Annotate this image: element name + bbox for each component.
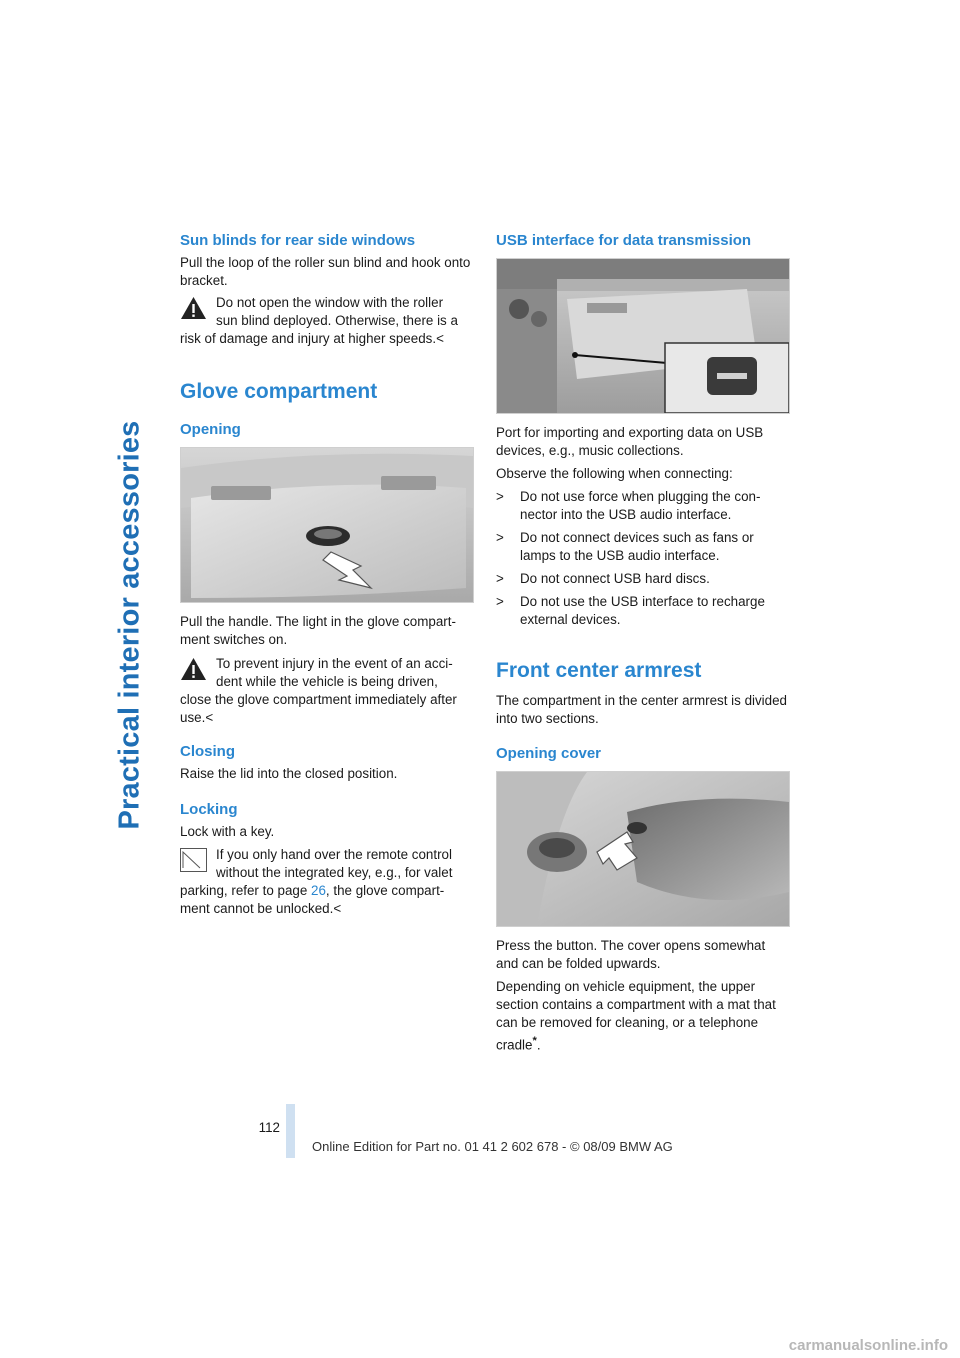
- usb-interface-illustration: [497, 259, 789, 413]
- sunblinds-heading: Sun blinds for rear side windows: [180, 232, 416, 249]
- locking-text: Lock with a key.: [180, 824, 275, 839]
- warning-icon: [180, 657, 207, 681]
- list-item: > Do not use the USB interface to recharge external devices.: [496, 594, 765, 627]
- armrest-text: The compartment in the center armrest is divided into two sections.: [496, 693, 787, 726]
- watermark-text: carmanualsonline.info: [788, 1337, 948, 1354]
- armrest-illustration: [497, 772, 789, 926]
- cover-text-2: Depending on vehicle equipment, the upper section contains a compartment with a mat that can be removed for cleaning, or a telephone cradle*.: [496, 979, 776, 1053]
- opening-heading: Opening: [180, 421, 241, 438]
- usb-heading: USB interface for data transmission: [496, 232, 752, 249]
- usb-precautions-list: [496, 488, 790, 634]
- footer-edition-text: Online Edition for Part no. 01 41 2 602 678 - © 08/09 BMW AG: [312, 1139, 673, 1154]
- glove-compartment-image: [180, 447, 474, 603]
- glove-compartment-illustration: [181, 448, 473, 602]
- usb-text-2: Observe the following when connecting:: [496, 466, 733, 481]
- usb-text-1: Port for importing and exporting data on USB devices, e.g., music collections.: [496, 425, 764, 458]
- armrest-image: [496, 771, 790, 927]
- usb-interface-image: [496, 258, 790, 414]
- locking-heading: Locking: [180, 801, 238, 818]
- sunblinds-warning: Do not open the window with the roller sun blind deployed. Otherwise, there is a risk of damage and injury at higher speeds.<: [180, 295, 458, 346]
- glove-heading: Glove compartment: [180, 380, 378, 403]
- warning-icon: [180, 296, 207, 320]
- footer-accent-bar: [286, 1104, 295, 1158]
- list-item: > Do not connect USB hard discs.: [496, 571, 710, 586]
- closing-text: Raise the lid into the closed position.: [180, 766, 398, 781]
- page-reference-link[interactable]: 26: [311, 883, 326, 898]
- cover-text-1: Press the button. The cover opens somewhat and can be folded upwards.: [496, 938, 766, 971]
- closing-heading: Closing: [180, 743, 235, 760]
- armrest-heading: Front center armrest: [496, 659, 702, 682]
- opening-text: Pull the handle. The light in the glove compart-ment switches on.: [180, 614, 456, 647]
- list-item: > Do not connect devices such as fans or lamps to the USB audio interface.: [496, 530, 754, 563]
- cover-heading: Opening cover: [496, 745, 602, 762]
- page-number: 112: [258, 1120, 280, 1135]
- note-triangle-icon: [180, 848, 207, 872]
- locking-note: If you only hand over the remote control without the integrated key, e.g., for valet parking, refer to page 26, the glove compart-ment cannot be unlocked.<: [180, 847, 453, 916]
- opening-warning: To prevent injury in the event of an acci- dent while the vehicle is being driven, close the glove compartment immediately after use.<: [180, 656, 457, 725]
- side-section-title: Practical interior accessories: [113, 420, 146, 830]
- list-item: > Do not use force when plugging the con-nector into the USB audio interface.: [496, 489, 761, 522]
- sunblinds-text: Pull the loop of the roller sun blind and hook onto bracket.: [180, 255, 471, 288]
